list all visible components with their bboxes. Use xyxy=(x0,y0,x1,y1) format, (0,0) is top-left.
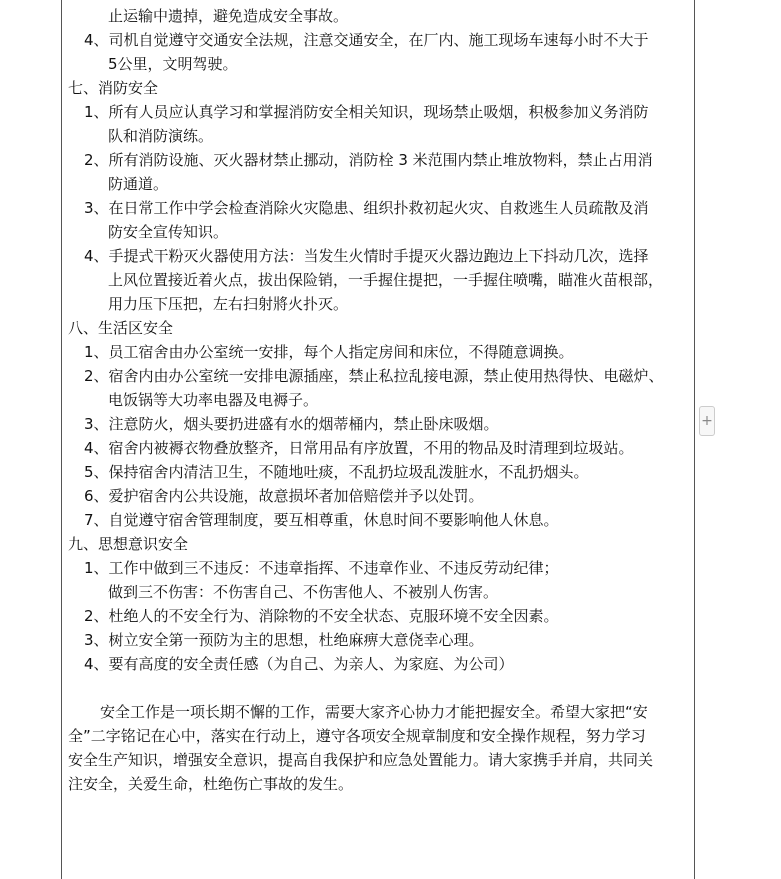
text-line: 5公里，文明驾驶。 xyxy=(108,55,238,73)
list-item: 6、爱护宿舍内公共设施，故意损坏者加倍赔偿并予以处罚。 xyxy=(84,487,484,505)
list-item: 3、树立安全第一预防为主的思想，杜绝麻痹大意侥幸心理。 xyxy=(84,631,484,649)
text-line: 防通道。 xyxy=(108,175,169,193)
list-item: 4、宿舍内被褥衣物叠放整齐，日常用品有序放置，不用的物品及时清理到垃圾站。 xyxy=(84,439,634,457)
list-item: 2、所有消防设施、灭火器材禁止挪动，消防栓 3 米范围内禁止堆放物料，禁止占用消 xyxy=(84,151,653,169)
add-button[interactable]: + xyxy=(699,406,715,436)
list-item: 7、自觉遵守宿舍管理制度，要互相尊重，休息时间不要影响他人休息。 xyxy=(84,511,559,529)
list-item: 5、保持宿舍内清洁卫生，不随地吐痰，不乱扔垃圾乱泼脏水，不乱扔烟头。 xyxy=(84,463,589,481)
text-line: 用力压下压把，左右扫射將火扑灭。 xyxy=(108,295,349,313)
closing-paragraph-line: 安全工作是一项长期不懈的工作，需要大家齐心协力才能把握安全。希望大家把“安 xyxy=(100,703,648,721)
section-heading-fire-safety: 七、消防安全 xyxy=(68,79,159,97)
list-item: 3、在日常工作中学会检查消除火灾隐患、组织扑救初起火灾、自救逃生人员疏散及消 xyxy=(84,199,649,217)
list-item: 4、手提式干粉灭火器使用方法：当发生火情时手提灭火器边跑边上下抖动几次，选择 xyxy=(84,247,649,265)
list-item: 4、要有高度的安全责任感（为自己、为亲人、为家庭、为公司） xyxy=(84,655,514,673)
list-item: 1、所有人员应认真学习和掌握消防安全相关知识，现场禁止吸烟，积极参加义务消防 xyxy=(84,103,649,121)
section-heading-living-area: 八、生活区安全 xyxy=(68,319,174,337)
list-item: 2、杜绝人的不安全行为、消除物的不安全状态、克服环境不安全因素。 xyxy=(84,607,559,625)
text-line: 做到三不伤害：不伤害自己、不伤害他人、不被别人伤害。 xyxy=(108,583,499,601)
list-item: 3、注意防火，烟头要扔进盛有水的烟蒂桶内，禁止卧床吸烟。 xyxy=(84,415,499,433)
text-line: 电饭锅等大功率电器及电褥子。 xyxy=(108,391,319,409)
text-line: 防安全宣传知识。 xyxy=(108,223,229,241)
list-item: 1、工作中做到三不违反：不违章指挥、不违章作业、不违反劳动纪律； xyxy=(84,559,559,577)
text-line: 上风位置接近着火点，拔出保险销，一手握住提把，一手握住喷嘴，瞄准火苗根部， xyxy=(108,271,664,289)
closing-paragraph-line: 全”二字铭记在心中，落实在行动上，遵守各项安全规章制度和安全操作规程，努力学习 xyxy=(68,727,646,745)
closing-paragraph-line: 安全生产知识，增强安全意识，提高自我保护和应急处置能力。请大家携手并肩，共同关 xyxy=(68,751,654,769)
list-item: 1、员工宿舍由办公室统一安排，每个人指定房间和床位，不得随意调换。 xyxy=(84,343,574,361)
list-item: 4、司机自觉遵守交通安全法规，注意交通安全，在厂内、施工现场车速每小时不大于 xyxy=(84,31,649,49)
closing-paragraph-line: 注安全，关爱生命，杜绝伤亡事故的发生。 xyxy=(68,775,354,793)
text-line: 队和消防演练。 xyxy=(108,127,214,145)
text-line: 止运输中遗掉，避免造成安全事故。 xyxy=(108,7,349,25)
section-heading-mindset: 九、思想意识安全 xyxy=(68,535,189,553)
list-item: 2、宿舍内由办公室统一安排电源插座，禁止私拉乱接电源，禁止使用热得快、电磁炉、 xyxy=(84,367,664,385)
